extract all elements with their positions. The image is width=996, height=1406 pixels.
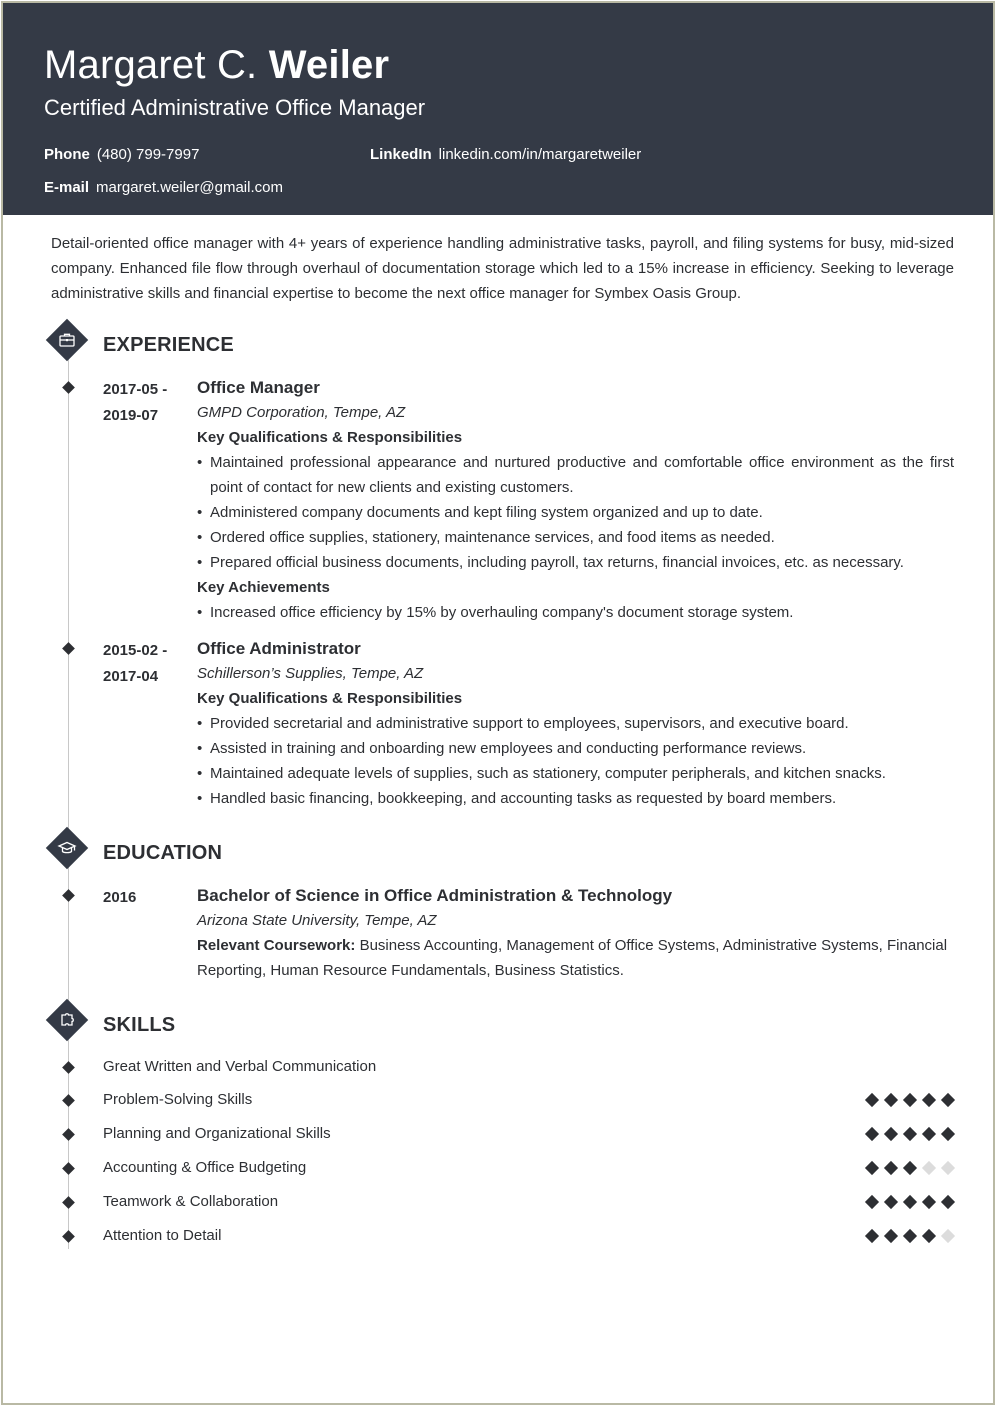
rating-dot-filled bbox=[922, 1127, 936, 1141]
job-role: Office Administrator bbox=[197, 639, 361, 658]
rating-dot-filled bbox=[903, 1127, 917, 1141]
list-item: • Provided secretarial and administrative support to employees, supervisors, and executive board. bbox=[197, 711, 954, 736]
rating-dot-filled bbox=[884, 1127, 898, 1141]
last-name: Weiler bbox=[268, 43, 390, 87]
job-company: Schillerson’s Supplies, Tempe, AZ bbox=[197, 665, 424, 682]
responsibilities-list bbox=[197, 711, 954, 811]
education-heading: EDUCATION bbox=[103, 842, 223, 864]
timeline-dot bbox=[62, 1094, 75, 1107]
qualifications-heading: Key Qualifications & Responsibilities bbox=[197, 429, 463, 446]
rating-dot-filled bbox=[884, 1161, 898, 1175]
experience-heading: EXPERIENCE bbox=[103, 334, 234, 356]
job-date-end: 2019-07 bbox=[103, 407, 159, 424]
rating-dot-filled bbox=[903, 1161, 917, 1175]
email-link[interactable]: margaret.weiler@gmail.com bbox=[96, 179, 283, 196]
degree-title: Bachelor of Science in Office Administration & Technology bbox=[197, 886, 673, 905]
rating-dot-filled bbox=[865, 1195, 879, 1209]
list-item: • Increased office efficiency by 15% by overhauling company's document storage system. bbox=[197, 600, 954, 625]
skill-name: Teamwork & Collaboration bbox=[103, 1193, 279, 1210]
skill-name: Great Written and Verbal Communication bbox=[103, 1058, 377, 1075]
skill-rating bbox=[865, 1230, 957, 1242]
rating-dot-filled bbox=[941, 1195, 955, 1209]
skill-name: Planning and Organizational Skills bbox=[103, 1125, 331, 1142]
profile-summary: Detail-oriented office manager with 4+ years of experience handling administrative tasks, payroll, and filing systems for busy, mid-sized company. Enhanced file flow through overhaul of documentation storage which led to a 15% increase in efficiency. Seeking to leverage administrative skills and financial expertise to become the next office manager for Symbex Oasis Group. bbox=[51, 235, 954, 302]
timeline-dot bbox=[62, 1196, 75, 1209]
job-entry bbox=[197, 636, 954, 811]
job-date-end: 2017-04 bbox=[103, 668, 159, 685]
rating-dot-filled bbox=[903, 1093, 917, 1107]
rating-dot-filled bbox=[884, 1093, 898, 1107]
rating-dot-filled bbox=[884, 1229, 898, 1243]
school-name: Arizona State University, Tempe, AZ bbox=[197, 912, 437, 929]
job-entry bbox=[197, 375, 954, 625]
email-contact bbox=[44, 178, 283, 198]
job-dates bbox=[103, 638, 183, 690]
timeline-dot bbox=[62, 889, 75, 902]
rating-dot-filled bbox=[922, 1195, 936, 1209]
rating-dot-filled bbox=[865, 1161, 879, 1175]
timeline-line bbox=[68, 359, 69, 1249]
skill-rating bbox=[865, 1162, 957, 1174]
timeline-dot bbox=[62, 381, 75, 394]
timeline-dot bbox=[62, 1061, 75, 1074]
skill-rating bbox=[865, 1196, 957, 1208]
achievements-heading: Key Achievements bbox=[197, 579, 330, 596]
rating-dot-filled bbox=[865, 1229, 879, 1243]
list-item: • Ordered office supplies, stationery, maintenance services, and food items as needed. bbox=[197, 525, 954, 550]
education-entry bbox=[197, 883, 954, 983]
job-title: Certified Administrative Office Manager bbox=[44, 95, 426, 120]
resume-page bbox=[1, 1, 995, 1405]
timeline-dot bbox=[62, 642, 75, 655]
list-item: • Handled basic financing, bookkeeping, and accounting tasks as requested by board members. bbox=[197, 786, 954, 811]
skill-rating bbox=[865, 1128, 957, 1140]
phone-label: Phone bbox=[44, 146, 90, 163]
skill-name: Attention to Detail bbox=[103, 1227, 222, 1244]
job-date-start: 2017-05 - bbox=[103, 381, 168, 398]
candidate-name bbox=[44, 41, 389, 89]
skills-heading: SKILLS bbox=[103, 1014, 176, 1036]
qualifications-heading: Key Qualifications & Responsibilities bbox=[197, 690, 463, 707]
rating-dot-filled bbox=[865, 1093, 879, 1107]
rating-dot-filled bbox=[903, 1195, 917, 1209]
rating-dot-empty bbox=[941, 1161, 955, 1175]
list-item: • Maintained adequate levels of supplies, such as stationery, computer peripherals, and kitchen snacks. bbox=[197, 761, 954, 786]
skill-name: Accounting & Office Budgeting bbox=[103, 1159, 307, 1176]
rating-dot-filled bbox=[922, 1093, 936, 1107]
puzzle-icon bbox=[46, 999, 88, 1041]
list-item: • Maintained professional appearance and nurtured productive and comfortable office environment as the first point of contact for new clients and existing customers. bbox=[197, 450, 954, 500]
coursework bbox=[197, 933, 954, 983]
job-dates bbox=[103, 377, 183, 429]
rating-dot-filled bbox=[941, 1127, 955, 1141]
rating-dot-empty bbox=[941, 1229, 955, 1243]
rating-dot-filled bbox=[865, 1127, 879, 1141]
phone-contact bbox=[44, 145, 199, 165]
timeline-dot bbox=[62, 1162, 75, 1175]
list-item: • Prepared official business documents, including payroll, tax returns, financial invoices, etc. as necessary. bbox=[197, 550, 954, 575]
rating-dot-empty bbox=[922, 1161, 936, 1175]
job-role: Office Manager bbox=[197, 378, 320, 397]
briefcase-icon bbox=[46, 319, 88, 361]
job-date-start: 2015-02 - bbox=[103, 642, 168, 659]
coursework-label: Relevant Coursework: bbox=[197, 937, 356, 954]
linkedin-label: LinkedIn bbox=[370, 146, 432, 163]
list-item: • Administered company documents and kept filing system organized and up to date. bbox=[197, 500, 954, 525]
first-name: Margaret C. bbox=[44, 43, 258, 87]
timeline-dot bbox=[62, 1230, 75, 1243]
rating-dot-filled bbox=[884, 1195, 898, 1209]
rating-dot-filled bbox=[941, 1093, 955, 1107]
achievements-list bbox=[197, 600, 954, 625]
coursework-list: Business Accounting, Management of Office Systems, Administrative Systems, Financial Reporting, Human Resource Fundamentals, Business Statistics. bbox=[197, 937, 948, 979]
linkedin-link[interactable]: linkedin.com/in/margaretweiler bbox=[438, 146, 642, 163]
job-company: GMPD Corporation, Tempe, AZ bbox=[197, 404, 406, 421]
skill-rating bbox=[865, 1094, 957, 1106]
education-year: 2016 bbox=[103, 889, 137, 906]
responsibilities-list bbox=[197, 450, 954, 575]
timeline-dot bbox=[62, 1128, 75, 1141]
rating-dot-filled bbox=[903, 1229, 917, 1243]
linkedin-contact bbox=[370, 145, 641, 165]
skill-name: Problem-Solving Skills bbox=[103, 1091, 253, 1108]
email-label: E-mail bbox=[44, 179, 90, 196]
rating-dot-filled bbox=[922, 1229, 936, 1243]
phone-value[interactable]: (480) 799-7997 bbox=[96, 146, 200, 163]
resume-header bbox=[3, 3, 993, 215]
list-item: • Assisted in training and onboarding new employees and conducting performance reviews. bbox=[197, 736, 954, 761]
graduation-cap-icon bbox=[46, 827, 88, 869]
